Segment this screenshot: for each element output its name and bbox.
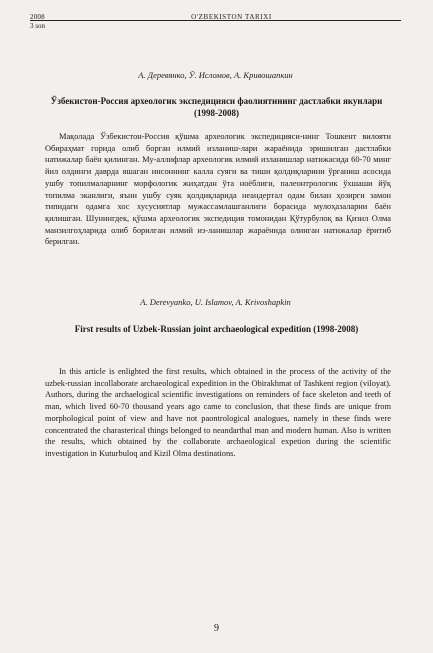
page-number: 9	[214, 623, 219, 634]
abstract-cyrillic-text: Мақолада Ўзбекистон-Россия қўшма археологик экспедицияси-нинг Тошкент вилояти Обираҳмат горида олиб борган илмий изланиш-лари жараёнида эришилган дастлабки натижалар баён қилинган. Му-аллифлар археологик илмий изланишлар натижасида 60-70 минг йил олдинги даврда яшаган инсоннинг калла суяги ва тиши қолдиқларини ўрганиш асосида ушбу топилмаларнинг морфологик жиҳатдан ўта ноёблиги, палеонтрологик ўхшаши йўқ топилма эканлиги, яъни ушбу суяк қолдиқларида неандертал одам билан ҳозирги замон типидаги одамга хос хусусиятлар мужассамлашганлиги борасида мулоҳазаларни баён қилишган. Шунингдек, қўшма археологик экспедиция томонидан Қўтурбулоқ ва Қизил Олма манзилгоҳларида олиб борилган илмий из-ланишлар жараёнида олинган натижалар ёритиб берилган.	[45, 132, 391, 247]
article-title-cyrillic: Ўзбекистон-Россия археологик экспедицияси фаолиятининг дастлабки якунлари (1998-2008)	[50, 96, 383, 118]
abstract-latin-text: In this article is enlighted the first results, which obtained in the process of the activity of the uzbek-russian incollaborate archaeological expedition in the Obirakhmat of Tashkent region (viloyat). Authors, during the archaelogical scientific investigations on reminders of face skeleton and teeth of man, which lived 60-70 thousand years ago came to conclusion, that these finds are unique from morphological point of view and have not paontrological analogues, namely in these finds were concentrated the charasterical things belonged to neandarthal man and modern human. Also is written the results, which obtained by the collaborate archaeological expetion during the scientific investigation in Kuturbuloq and Kizil Olma destinations.	[45, 367, 391, 458]
header-journal-title: O'ZBEKISTON TARIXI	[191, 13, 272, 21]
article-title-latin: First results of Uzbek-Russian joint archaeological expedition (1998-2008)	[74, 324, 359, 334]
header-rule	[30, 20, 401, 21]
header-year: 2008	[30, 13, 45, 21]
authors-cyrillic: А. Деревянко, Ў. Исломов, А. Кривошапкин	[138, 70, 293, 80]
authors-latin: A. Derevyanko, U. Islamov, A. Krivoshapkin	[140, 297, 291, 307]
abstract-latin	[45, 366, 391, 460]
abstract-cyrillic	[45, 131, 391, 248]
header-issue: 3 son	[30, 22, 45, 30]
